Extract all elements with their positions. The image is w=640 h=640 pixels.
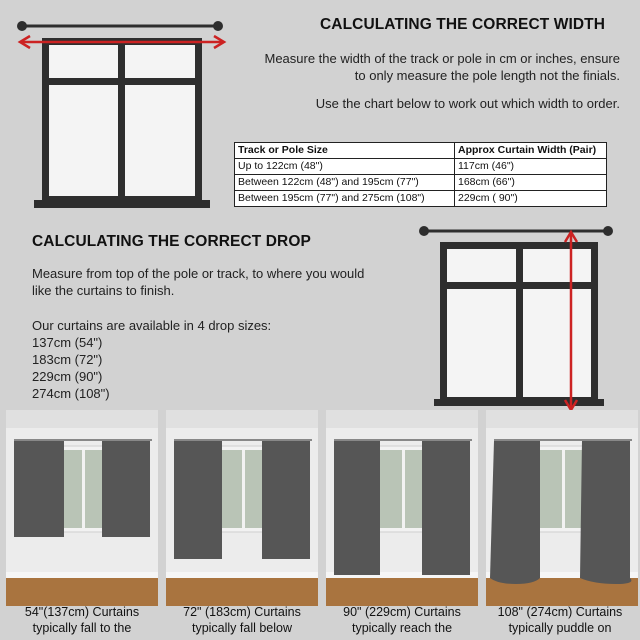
width-instructions-line1: Measure the width of the track or pole in cm or inches, ensure [264,51,620,66]
floor-icon [6,578,158,606]
width-instructions-line2: to only measure the pole length not the finials. [354,68,620,83]
drop-instructions [32,265,412,299]
room-90-illustration [326,410,478,606]
room-72-illustration [166,410,318,606]
table-header-cell: Approx Curtain Width (Pair) [455,143,607,159]
curtain-icon [490,441,540,584]
curtain-icon [174,441,222,559]
caption-line1: 54"(137cm) Curtains [24,605,140,619]
caption-line1: 72" (183cm) Curtains [183,605,301,619]
width-instructions [200,50,620,84]
list-item: 274cm (108") [32,386,110,401]
drop-section-title: CALCULATING THE CORRECT DROP [32,233,311,250]
panel-caption-90 [322,604,482,636]
panel-caption-72 [162,604,322,636]
floor-icon [166,578,318,606]
curtain-icon [580,441,631,584]
table-cell: 117cm (46") [455,159,607,175]
curtain-icon [102,441,150,537]
list-item: 137cm (54") [32,335,103,350]
caption-line2: typically puddle on [508,621,612,635]
curtain-icon [262,441,310,559]
table-cell: Between 195cm (77") and 275cm (108") [235,191,455,207]
curtain-panel-90 [326,410,478,606]
table-row [235,175,607,191]
list-item: 183cm (72") [32,352,103,367]
curtain-icon [422,441,470,575]
drop-window-illustration [412,222,628,414]
curtain-pole-icon [17,21,223,31]
width-section-title: CALCULATING THE CORRECT WIDTH [320,16,606,33]
caption-line1: 90" (229cm) Curtains [343,605,461,619]
floor-icon [326,578,478,606]
drop-instructions-line2: like the curtains to finish. [32,283,175,298]
room-54-illustration [6,410,158,606]
curtain-pole-icon [419,226,613,236]
drop-sizes-block [32,317,412,402]
panel-caption-108 [480,604,640,636]
width-size-table [234,142,607,207]
caption-line2: typically reach the [351,621,453,635]
table-cell: Between 122cm (48") and 195cm (77") [235,175,455,191]
curtain-icon [14,441,64,537]
window-icon [34,38,210,208]
width-window-illustration [14,18,234,213]
table-cell: Up to 122cm (48") [235,159,455,175]
caption-line2: typically fall to the [32,621,132,635]
table-row [235,191,607,207]
curtain-panel-54 [6,410,158,606]
table-cell: 168cm (66") [455,175,607,191]
table-header-row [235,143,607,159]
table-row [235,159,607,175]
caption-line1: 108" (274cm) Curtains [497,605,623,619]
table-header-cell: Track or Pole Size [235,143,455,159]
drop-sizes-intro: Our curtains are available in 4 drop sizes: [32,318,272,333]
curtain-panel-108 [486,410,638,606]
drop-size-list [32,334,412,402]
drop-instructions-line1: Measure from top of the pole or track, to where you would [32,266,365,281]
curtain-panel-72 [166,410,318,606]
room-108-illustration [486,410,638,606]
window-icon [434,242,604,406]
curtain-icon [334,441,380,575]
width-chart-note: Use the chart below to work out which width to order. [315,96,620,111]
caption-line2: typically fall below [191,621,293,635]
list-item: 229cm (90") [32,369,103,384]
panel-caption-54 [2,604,162,636]
table-cell: 229cm ( 90") [455,191,607,207]
